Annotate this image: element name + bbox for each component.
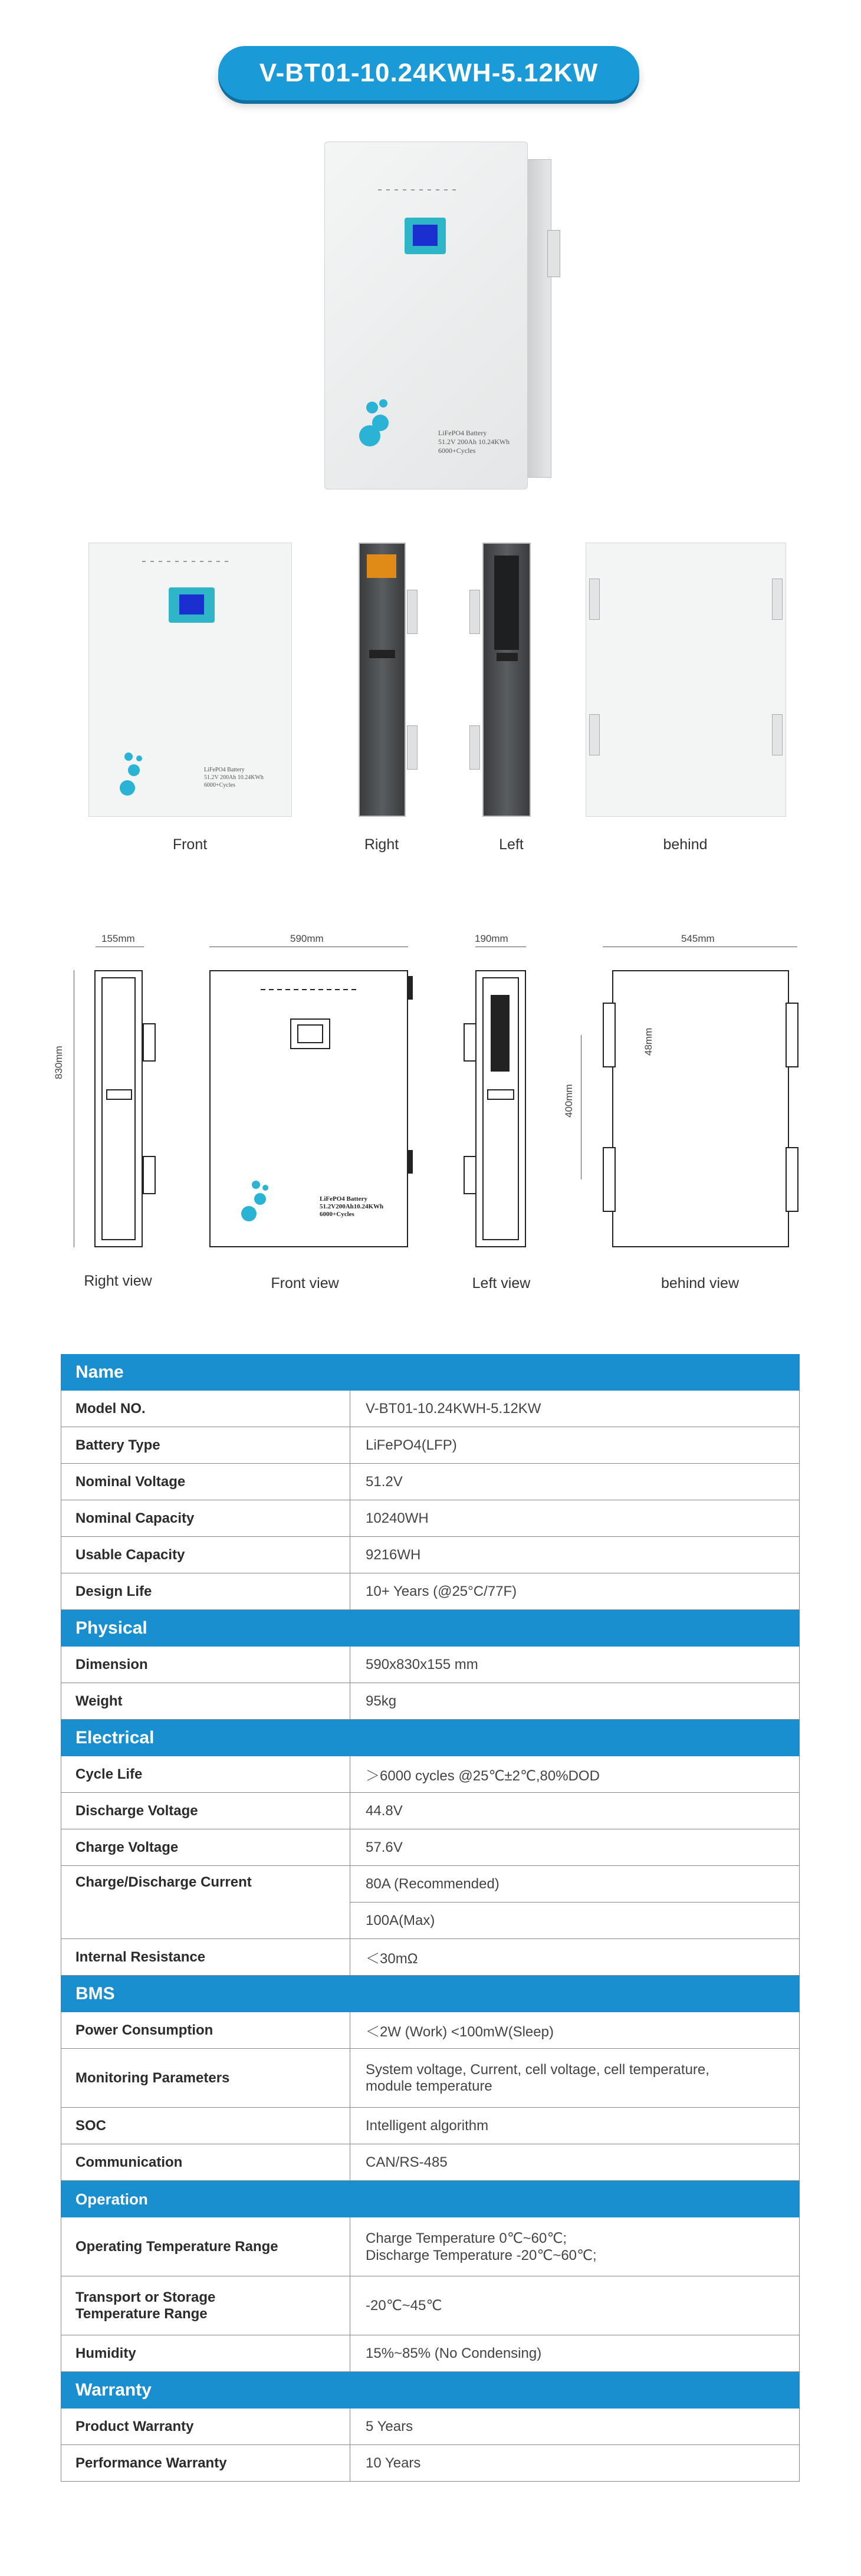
battery-label (438, 429, 510, 455)
bracket (407, 725, 418, 770)
spec-row (61, 1683, 800, 1720)
spec-value (350, 2049, 799, 2107)
logo-hex-icon (136, 755, 142, 761)
spec-value-line: System voltage, Current, cell voltage, cell temperature, (366, 2061, 709, 2078)
spec-key: Charge Voltage (61, 1829, 350, 1865)
spec-row (61, 2445, 800, 2482)
spec-value-line: 57.6V (366, 1839, 403, 1855)
bracket-outline (603, 1003, 616, 1067)
logo-hex-icon (379, 399, 387, 408)
spec-key: Product Warranty (61, 2409, 350, 2444)
bracket (589, 714, 600, 755)
drawing-caption-left: Left view (472, 1275, 531, 1292)
spec-value-line: CAN/RS-485 (366, 2154, 448, 2170)
spec-value (350, 2108, 799, 2144)
logo-hex-icon (366, 402, 378, 413)
spec-value-line: 9216WH (366, 1546, 421, 1563)
vent-slots (378, 189, 461, 190)
front-view-photo (88, 543, 292, 817)
spec-row (61, 2049, 800, 2108)
label-line: LiFePO4 Battery (438, 429, 487, 437)
logo-hex-icon (128, 764, 140, 776)
behind-view-photo (586, 543, 786, 817)
spec-value (350, 1464, 799, 1500)
spec-key: Discharge Voltage (61, 1793, 350, 1829)
handle-outline (487, 1089, 514, 1100)
battery-label (320, 1195, 383, 1218)
label-line: LiFePO4 Battery (320, 1195, 367, 1202)
spec-key: Usable Capacity (61, 1537, 350, 1573)
spec-key: Nominal Capacity (61, 1500, 350, 1536)
lcd-screen (179, 594, 204, 615)
spec-value-line: ＜30mΩ (366, 1951, 418, 1967)
spec-key: Transport or Storage Temperature Range (61, 2276, 350, 2335)
spec-value (350, 2012, 799, 2048)
front-view-drawing (209, 970, 408, 1247)
spec-section-header: Operation (61, 2181, 800, 2217)
drawing-caption-behind: behind view (660, 1275, 740, 1292)
display-frame (169, 587, 215, 623)
spec-table (61, 1354, 800, 2482)
dim-behind-width: 545mm (681, 933, 715, 944)
bracket-outline (786, 1003, 798, 1067)
logo-hex-icon (241, 1206, 257, 1221)
spec-value-line: 15%~85% (No Condensing) (366, 2345, 542, 2361)
spec-value (350, 1500, 799, 1536)
vent-slots (142, 561, 231, 562)
spec-value-line: 44.8V (366, 1802, 403, 1819)
spec-key: Charge/Discharge Current (61, 1866, 350, 1938)
spec-section-header: Name (61, 1354, 800, 1391)
spec-value (350, 1756, 799, 1792)
display-frame (405, 218, 446, 254)
spec-value-line: module temperature (366, 2078, 492, 2094)
spec-row (61, 2409, 800, 2445)
spec-value (350, 1391, 799, 1427)
spec-key: SOC (61, 2108, 350, 2144)
dim-bracket-spacing: 400mm (563, 1084, 574, 1118)
spec-row (61, 1391, 800, 1427)
spec-value-line: V-BT01-10.24KWH-5.12KW (366, 1400, 541, 1417)
spec-value (350, 2335, 799, 2371)
label-line: 51.2V 200Ah 10.24KWh (438, 438, 510, 446)
spec-value (350, 1537, 799, 1573)
label-line: LiFePO4 Battery (204, 767, 245, 773)
label-line: 51.2V 200Ah 10.24KWh (204, 774, 264, 781)
bracket (772, 714, 783, 755)
spec-row (61, 1464, 800, 1500)
bracket (589, 579, 600, 620)
spec-value-line: 10240WH (366, 1510, 429, 1526)
title-banner (218, 46, 639, 100)
spec-value (350, 2144, 799, 2180)
logo-hex-icon (120, 780, 135, 796)
spec-key: Model NO. (61, 1391, 350, 1427)
handle-slot (369, 650, 395, 658)
spec-row (61, 1793, 800, 1829)
spec-key: Communication (61, 2144, 350, 2180)
spec-key: Nominal Voltage (61, 1464, 350, 1500)
spec-value (350, 1939, 799, 1975)
spec-value-line: LiFePO4(LFP) (366, 1437, 457, 1453)
spec-key: Performance Warranty (61, 2445, 350, 2481)
spec-value-line: 95kg (366, 1693, 397, 1709)
spec-value-line: 10+ Years (@25°C/77F) (366, 1583, 517, 1599)
control-panel-outline (491, 995, 510, 1072)
spec-section-header: Physical (61, 1610, 800, 1647)
dim-bracket-size: 48mm (643, 1027, 654, 1056)
spec-value-line: -20℃~45℃ (366, 2298, 442, 2314)
logo-hex-icon (359, 425, 380, 446)
spec-value (350, 2445, 799, 2481)
spec-row (61, 1537, 800, 1573)
spec-value-line: ＜2W (Work) <100mW(Sleep) (366, 2024, 554, 2040)
label-line: 6000+Cycles (320, 1211, 354, 1218)
bracket (469, 725, 480, 770)
spec-row (61, 2335, 800, 2372)
spec-key: Design Life (61, 1573, 350, 1609)
spec-value (350, 1683, 799, 1719)
spec-value-line: 590x830x155 mm (366, 1656, 478, 1673)
behind-view-drawing (612, 970, 789, 1247)
dim-right-width: 155mm (101, 933, 135, 944)
spec-value-line: Charge Temperature 0℃~60℃; (366, 2230, 567, 2246)
spec-value-line: 10 Years (366, 2455, 421, 2471)
spec-row (61, 1427, 800, 1464)
spec-row (61, 1573, 800, 1610)
spec-value-line: Intelligent algorithm (366, 2117, 489, 2134)
spec-row (61, 2217, 800, 2276)
battery-front-panel (324, 142, 528, 489)
bracket (407, 590, 418, 634)
terminal-block (367, 554, 396, 578)
spec-value (350, 1793, 799, 1829)
dim-height: 830mm (53, 1046, 64, 1079)
dim-front-width: 590mm (290, 933, 324, 944)
spec-key: Cycle Life (61, 1756, 350, 1792)
spec-row (61, 2108, 800, 2144)
bracket-outline (464, 1023, 476, 1062)
spec-key: Dimension (61, 1647, 350, 1683)
spec-value (350, 2217, 799, 2276)
bracket (772, 579, 783, 620)
product-title: V-BT01-10.24KWH-5.12KW (259, 58, 599, 87)
spec-row (61, 1756, 800, 1793)
spec-row (61, 1647, 800, 1683)
spec-value (350, 1573, 799, 1609)
right-view-photo (359, 543, 406, 817)
control-panel (494, 556, 519, 650)
spec-key: Battery Type (61, 1427, 350, 1463)
spec-value (350, 1427, 799, 1463)
logo-hex-icon (124, 753, 133, 761)
view-caption-behind: behind (663, 836, 708, 853)
spec-section-header: Electrical (61, 1720, 800, 1756)
spec-row (61, 2012, 800, 2049)
bracket-outline (786, 1147, 798, 1212)
spec-section-header: BMS (61, 1976, 800, 2012)
spec-key: Internal Resistance (61, 1939, 350, 1975)
label-line: 51.2V200Ah10.24KWh (320, 1203, 384, 1210)
inner-frame (101, 977, 136, 1240)
spec-value-line: 80A (Recommended) (350, 1866, 799, 1903)
mounting-bracket (547, 230, 560, 277)
bracket-outline (603, 1147, 616, 1212)
dim-left-width: 190mm (475, 933, 508, 944)
spec-key: Weight (61, 1683, 350, 1719)
spec-value-line: 5 Years (366, 2418, 413, 2434)
lcd-screen (413, 225, 438, 246)
spec-row (61, 1866, 800, 1939)
spec-row (61, 1939, 800, 1976)
spec-value (350, 2276, 799, 2335)
vent-slots (261, 989, 358, 990)
logo-hex-icon (254, 1193, 266, 1205)
bracket-edge (408, 1150, 413, 1174)
bracket-edge (408, 976, 413, 1000)
hero-battery-image (324, 142, 554, 489)
bracket (469, 590, 480, 634)
spec-section-header: Warranty (61, 2372, 800, 2409)
handle-slot (497, 653, 518, 661)
spec-row (61, 2276, 800, 2335)
spec-value (350, 1866, 799, 1938)
screen-outline (297, 1024, 323, 1043)
view-caption-left: Left (499, 836, 524, 853)
label-line: 6000+Cycles (204, 782, 235, 788)
drawing-caption-front: Front view (271, 1275, 339, 1292)
spec-key: Operating Temperature Range (61, 2217, 350, 2276)
logo-hex-icon (262, 1185, 268, 1191)
spec-row (61, 1500, 800, 1537)
label-line: 6000+Cycles (438, 446, 476, 455)
drawing-caption-right: Right view (84, 1273, 152, 1289)
battery-side-panel (525, 159, 551, 478)
spec-value (350, 2409, 799, 2444)
left-view-photo (482, 543, 531, 817)
bracket-outline (464, 1156, 476, 1194)
spec-value-line: ＞6000 cycles @25℃±2℃,80%DOD (366, 1768, 600, 1784)
spec-key: Power Consumption (61, 2012, 350, 2048)
display-outline (290, 1018, 330, 1049)
logo-hex-icon (252, 1181, 260, 1189)
right-view-drawing (94, 970, 143, 1247)
bracket-outline (143, 1156, 156, 1194)
spec-value-line: 51.2V (366, 1473, 403, 1490)
handle-outline (106, 1089, 132, 1100)
spec-key: Monitoring Parameters (61, 2049, 350, 2107)
spec-value (350, 1829, 799, 1865)
left-view-drawing (475, 970, 526, 1247)
spec-row (61, 2144, 800, 2181)
battery-label (204, 766, 264, 789)
spec-value-line: 100A(Max) (366, 1912, 435, 1928)
spec-value (350, 1647, 799, 1683)
spec-value-line: Discharge Temperature -20℃~60℃; (366, 2247, 597, 2263)
view-caption-right: Right (364, 836, 399, 853)
spec-row (61, 1829, 800, 1866)
spec-key: Humidity (61, 2335, 350, 2371)
view-caption-front: Front (172, 836, 208, 853)
bracket-outline (143, 1023, 156, 1062)
